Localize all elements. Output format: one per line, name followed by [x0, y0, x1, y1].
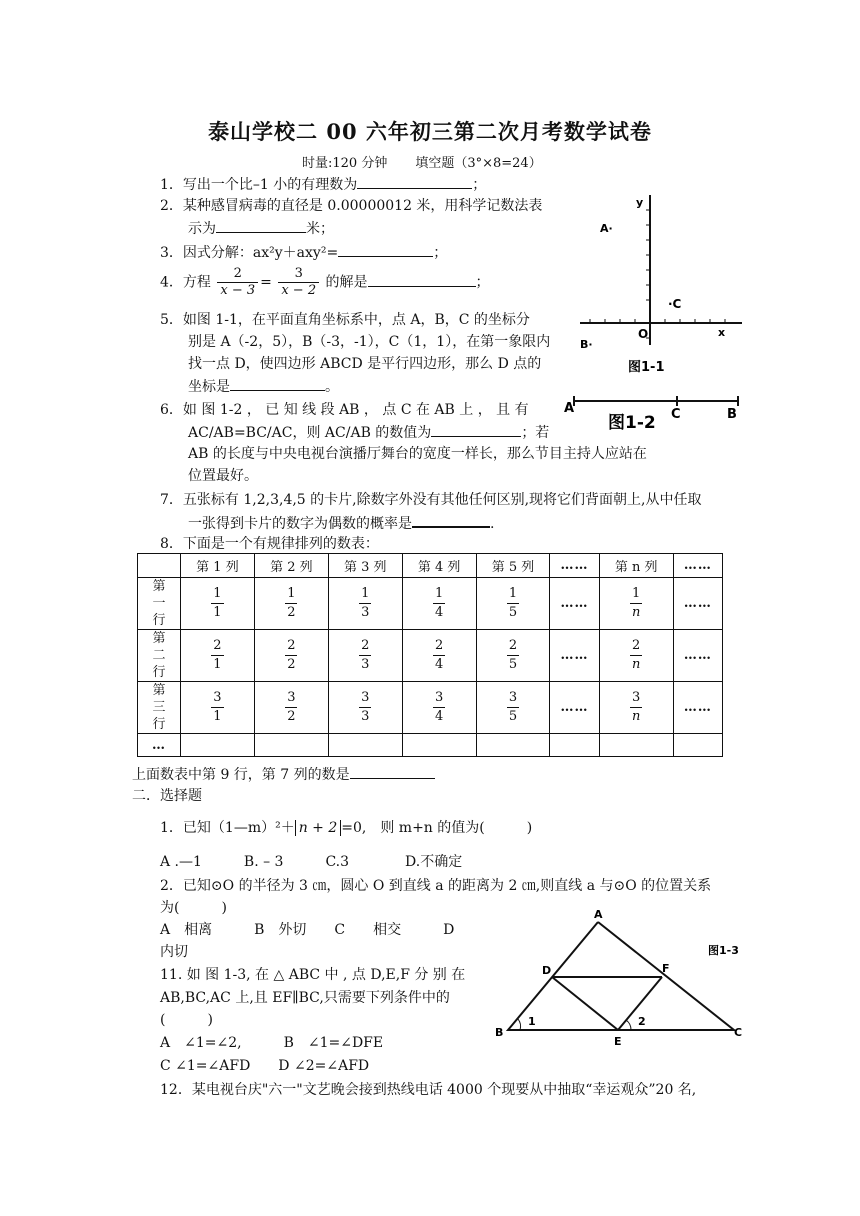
question-8: 8．下面是一个有规律排列的数表： — [160, 536, 379, 552]
choice-question-2: 2．已知⊙O 的半径为 3 ㎝，圆心 O 到直线 a 的距离为 2 ㎝,则直线 a 与⊙O 的位置关系 — [160, 878, 712, 894]
fraction: $\frac{3}{5}$ — [508, 690, 518, 724]
column-header: 第 n 列 — [599, 554, 673, 578]
x-axis-label: x — [718, 326, 726, 339]
point-b-label: B· — [580, 338, 593, 351]
answer-blank[interactable] — [216, 218, 306, 233]
origin-label: O — [638, 327, 649, 341]
answer-blank[interactable] — [368, 272, 476, 287]
table-cell: …… — [550, 682, 599, 734]
column-header: …… — [673, 554, 722, 578]
page-title: 泰山学校二 00 六年初三第二次月考数学试卷 — [208, 119, 652, 144]
column-header: 第 1 列 — [181, 554, 255, 578]
question-5-line3: 找一点 D，使四边形 ABCD 是平行四边形，那么 D 点的 — [188, 356, 542, 372]
table-cell — [328, 578, 402, 630]
table-question: 上面数表中第 9 行，第 7 列的数是 — [132, 764, 435, 785]
choice-question-11-line2: AB,BC,AC 上,且 EF∥BC,只需要下列条件中的 — [160, 990, 450, 1006]
choice-question-2-line4: 内切 — [160, 944, 188, 960]
question-6-line3: AB 的长度与中央电视台演播厅舞台的宽度一样长，那么节目主持人应站在 — [188, 446, 647, 462]
angle-2-label: 2 — [638, 1015, 646, 1028]
figure-1-1 — [570, 190, 750, 380]
choice-question-11-options-cd: C ∠1=∠AFD D ∠2=∠AFD — [160, 1058, 370, 1074]
table-row — [138, 682, 723, 734]
table-cell: …… — [550, 630, 599, 682]
table-cell — [181, 630, 255, 682]
table-cell — [476, 578, 550, 630]
choice-question-1: 1．已知（1—m）²＋ n + 2 =0, 则 m+n 的值为( ) — [160, 820, 533, 836]
fraction: $\frac{3}{x - 2}$ — [278, 266, 319, 299]
fraction: $\frac{1}{4}$ — [434, 586, 444, 620]
fraction: $\frac{2}{5}$ — [508, 638, 518, 672]
table-cell — [402, 578, 476, 630]
question-6-line2: AC/AB=BC/AC，则 AC/AB 的数值为 ；若 — [188, 422, 549, 443]
time-limit: 时量:120 分钟 — [302, 156, 388, 171]
question-3: 3．因式分解：ax²y＋axy²= ； — [160, 242, 447, 263]
point-e-label: E — [614, 1035, 622, 1048]
vertex-a-label: A — [594, 908, 603, 921]
column-header: 第 3 列 — [328, 554, 402, 578]
figure-caption: 图1-2 — [608, 413, 656, 432]
row-label: 第 一 行 — [138, 578, 181, 630]
question-7: 7．五张标有 1,2,3,4,5 的卡片,除数字外没有其他任何区别,现将它们背面朝上,从中任取 — [160, 492, 702, 508]
question-1: 1．写出一个比–1 小的有理数为 ； — [160, 174, 486, 195]
choice-question-1-options: A .—1 B. – 3 C.3 D.不确定 — [160, 854, 463, 870]
point-f-label: F — [662, 962, 670, 975]
fraction: $\frac{2}{x - 3}$ — [217, 266, 258, 299]
fraction: $\frac{1}{2}$ — [287, 586, 296, 620]
point-a-label: A· — [600, 222, 613, 235]
point-c-label: C — [671, 407, 681, 422]
table-cell — [254, 682, 328, 734]
point-c-label: ·C — [668, 297, 682, 311]
table-cell — [328, 630, 402, 682]
choice-question-11-options-ab: A ∠1=∠2, B ∠1=∠DFE — [160, 1035, 384, 1051]
fraction: $\frac{2}{2}$ — [287, 638, 296, 672]
table-header-row — [138, 554, 723, 578]
table-cell — [476, 682, 550, 734]
table-cell — [476, 630, 550, 682]
table-cell — [254, 630, 328, 682]
table-cell — [181, 682, 255, 734]
table-row — [138, 734, 723, 757]
question-6-line4: 位置最好。 — [188, 468, 258, 484]
fraction: $\frac{2}{1}$ — [213, 638, 222, 672]
fraction: $\frac{1}{3}$ — [361, 586, 370, 620]
column-header: 第 4 列 — [402, 554, 476, 578]
angle-1-label: 1 — [528, 1015, 536, 1028]
fraction: $\frac{1}{n}$ — [631, 586, 641, 620]
fraction: $\frac{3}{3}$ — [361, 690, 370, 724]
choice-question-12: 12．某电视台庆"六一"文艺晚会接到热线电话 4000 个现要从中抽取“幸运观众”20 名, — [160, 1082, 697, 1098]
question-5-line2: 别是 A（-2，5），B（-3，-1），C（1，1），在第一象限内 — [188, 334, 551, 350]
fraction: $\frac{2}{3}$ — [361, 638, 370, 672]
figure-1-3 — [490, 908, 750, 1048]
absolute-value: n + 2 — [295, 820, 342, 836]
row-label: 第 三 行 — [138, 682, 181, 734]
table-cell — [328, 682, 402, 734]
answer-blank[interactable] — [230, 376, 325, 391]
subtitle — [302, 152, 542, 171]
y-axis-label: y — [636, 196, 644, 209]
fraction: $\frac{3}{1}$ — [213, 690, 222, 724]
vertex-c-label: C — [734, 1026, 743, 1039]
fraction: $\frac{2}{4}$ — [434, 638, 444, 672]
question-4: 4．方程 $\frac{2}{x - 3}$ = $\frac{3}{x - 2}$ 的解是 ； — [160, 266, 490, 298]
table-cell: …… — [673, 578, 722, 630]
table-cell — [181, 578, 255, 630]
fraction: $\frac{3}{4}$ — [434, 690, 444, 724]
row-label: 第 二 行 — [138, 630, 181, 682]
point-d-label: D — [542, 964, 552, 977]
answer-blank[interactable] — [338, 242, 433, 257]
question-6: 6．如 图 1-2 ， 已 知 线 段 AB ， 点 C 在 AB 上 ， 且 有 — [160, 402, 529, 418]
table-cell — [599, 682, 673, 734]
table-cell — [599, 630, 673, 682]
answer-blank[interactable] — [431, 422, 521, 437]
question-2-line2: 示为 米； — [188, 218, 334, 239]
fraction: $\frac{1}{5}$ — [508, 586, 518, 620]
table-cell: …… — [673, 682, 722, 734]
column-header: 第 2 列 — [254, 554, 328, 578]
choice-question-2-line2: 为( ) — [160, 900, 227, 916]
choice-question-11-line3: ( ) — [160, 1012, 213, 1028]
question-5: 5．如图 1-1，在平面直角坐标系中，点 A，B，C 的坐标分 — [160, 312, 530, 328]
choice-question-11: 11. 如 图 1-3, 在 △ ABC 中 , 点 D,E,F 分 别 在 — [160, 967, 466, 983]
fraction: $\frac{2}{n}$ — [631, 638, 641, 672]
question-2: 2．某种感冒病毒的直径是 0.00000012 米，用科学记数法表 — [160, 198, 543, 214]
point-b-label: B — [727, 407, 737, 422]
choice-question-2-options: A 相离 B 外切 C 相交 D — [160, 922, 455, 938]
table-row — [138, 630, 723, 682]
answer-blank[interactable] — [357, 174, 472, 189]
section-fill-heading: 填空题（3°×8=24） — [415, 156, 542, 171]
figure-caption: 图1-1 — [628, 360, 665, 375]
fraction: $\frac{1}{1}$ — [213, 586, 222, 620]
sequence-table — [137, 553, 723, 757]
table-cell — [599, 578, 673, 630]
figure-1-2 — [560, 392, 750, 432]
fraction: $\frac{3}{2}$ — [287, 690, 296, 724]
answer-blank[interactable] — [350, 764, 435, 779]
question-5-line4: 坐标是 。 — [188, 376, 339, 397]
vertex-b-label: B — [495, 1026, 504, 1039]
fraction: $\frac{3}{n}$ — [631, 690, 641, 724]
column-header: 第 5 列 — [476, 554, 550, 578]
table-row — [138, 578, 723, 630]
table-cell: …… — [673, 630, 722, 682]
column-header: …… — [550, 554, 599, 578]
table-cell: …… — [550, 578, 599, 630]
answer-blank[interactable] — [412, 512, 490, 528]
point-a-label: A — [564, 401, 575, 416]
table-cell — [254, 578, 328, 630]
figure-caption: 图1-3 — [708, 944, 739, 957]
section-choice-heading: 二．选择题 — [132, 788, 202, 804]
question-7-line2: 一张得到卡片的数字为偶数的概率是 . — [188, 512, 494, 534]
row-label: … — [138, 734, 181, 757]
table-cell — [402, 630, 476, 682]
table-cell — [402, 682, 476, 734]
